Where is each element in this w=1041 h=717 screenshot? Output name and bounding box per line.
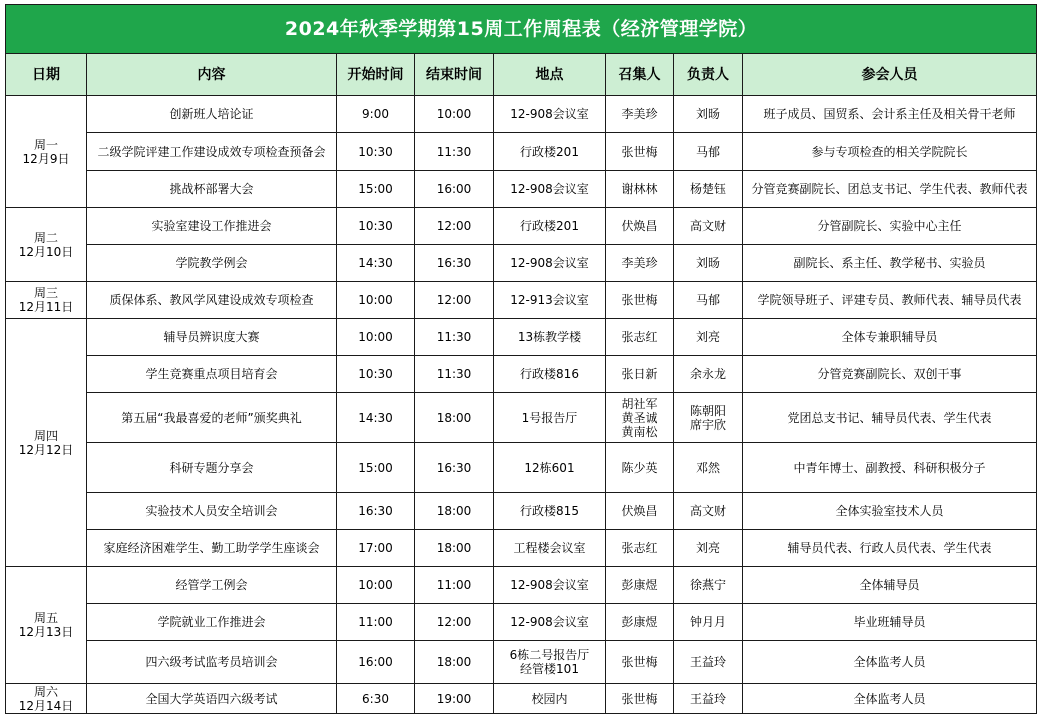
event-content-cell: 辅导员辨识度大赛 bbox=[87, 319, 337, 356]
convener-cell: 张世梅 bbox=[606, 684, 674, 714]
attendees-cell: 全体专兼职辅导员 bbox=[743, 319, 1037, 356]
end-time-cell: 11:30 bbox=[415, 133, 494, 171]
location-cell: 行政楼201 bbox=[494, 133, 606, 171]
schedule-row bbox=[6, 133, 1037, 171]
end-time-cell: 12:00 bbox=[415, 282, 494, 319]
convener-cell: 陈少英 bbox=[606, 443, 674, 493]
attendees-cell: 党团总支书记、辅导员代表、学生代表 bbox=[743, 393, 1037, 443]
location-cell: 12栋601 bbox=[494, 443, 606, 493]
end-time-cell: 18:00 bbox=[415, 493, 494, 530]
convener-cell: 张志红 bbox=[606, 319, 674, 356]
location-cell: 1号报告厅 bbox=[494, 393, 606, 443]
event-content-cell: 经管学工例会 bbox=[87, 567, 337, 604]
event-content-cell: 二级学院评建工作建设成效专项检查预备会 bbox=[87, 133, 337, 171]
weekday-label: 周一 bbox=[33, 137, 58, 152]
leader-cell: 高文财 bbox=[674, 208, 743, 245]
start-time-cell: 11:00 bbox=[337, 604, 415, 641]
column-header-leader: 负责人 bbox=[674, 54, 743, 96]
attendees-cell: 分管竞赛副院长、双创干事 bbox=[743, 356, 1037, 393]
event-content-cell: 全国大学英语四六级考试 bbox=[87, 684, 337, 714]
leader-cell: 钟月月 bbox=[674, 604, 743, 641]
event-content-cell: 学生竞赛重点项目培育会 bbox=[87, 356, 337, 393]
convener-cell: 胡社军 黄圣诚 黄南松 bbox=[606, 393, 674, 443]
event-content-cell: 学院教学例会 bbox=[87, 245, 337, 282]
start-time-cell: 16:00 bbox=[337, 641, 415, 684]
event-content-cell: 学院就业工作推进会 bbox=[87, 604, 337, 641]
weekday-label: 周六 bbox=[33, 684, 58, 699]
schedule-row bbox=[6, 493, 1037, 530]
weekday-label: 周五 bbox=[33, 611, 58, 625]
start-time-cell: 17:00 bbox=[337, 530, 415, 567]
column-header-convener: 召集人 bbox=[606, 54, 674, 96]
schedule-row bbox=[6, 567, 1037, 604]
schedule-body bbox=[6, 96, 1037, 714]
start-time-cell: 16:30 bbox=[337, 493, 415, 530]
convener-cell: 张日新 bbox=[606, 356, 674, 393]
schedule-row bbox=[6, 96, 1037, 133]
start-time-cell: 10:30 bbox=[337, 208, 415, 245]
event-content-cell: 四六级考试监考员培训会 bbox=[87, 641, 337, 684]
column-header-end-time: 结束时间 bbox=[415, 54, 494, 96]
schedule-row bbox=[6, 393, 1037, 443]
convener-cell: 伏焕昌 bbox=[606, 493, 674, 530]
attendees-cell: 全体实验室技术人员 bbox=[743, 493, 1037, 530]
location-cell: 12-908会议室 bbox=[494, 96, 606, 133]
location-cell: 6栋二号报告厅 经管楼101 bbox=[494, 641, 606, 684]
leader-cell: 王益玲 bbox=[674, 684, 743, 714]
leader-cell: 刘亮 bbox=[674, 319, 743, 356]
header-row bbox=[6, 54, 1037, 96]
leader-cell: 马郁 bbox=[674, 282, 743, 319]
weekday-label: 周三 bbox=[33, 286, 58, 300]
start-time-cell: 10:00 bbox=[337, 282, 415, 319]
convener-cell: 彭康煜 bbox=[606, 604, 674, 641]
event-content-cell: 科研专题分享会 bbox=[87, 443, 337, 493]
schedule-row bbox=[6, 245, 1037, 282]
date-cell bbox=[6, 567, 87, 684]
start-time-cell: 14:30 bbox=[337, 245, 415, 282]
start-time-cell: 15:00 bbox=[337, 443, 415, 493]
attendees-cell: 中青年博士、副教授、科研积极分子 bbox=[743, 443, 1037, 493]
event-content-cell: 创新班人培论证 bbox=[87, 96, 337, 133]
leader-cell: 刘旸 bbox=[674, 245, 743, 282]
attendees-cell: 毕业班辅导员 bbox=[743, 604, 1037, 641]
date-cell bbox=[6, 96, 87, 208]
start-time-cell: 10:00 bbox=[337, 319, 415, 356]
date-cell bbox=[6, 684, 87, 714]
event-content-cell: 实验技术人员安全培训会 bbox=[87, 493, 337, 530]
schedule-row bbox=[6, 443, 1037, 493]
end-time-cell: 10:00 bbox=[415, 96, 494, 133]
attendees-cell: 全体监考人员 bbox=[743, 641, 1037, 684]
column-header-attendees: 参会人员 bbox=[743, 54, 1037, 96]
attendees-cell: 参与专项检查的相关学院院长 bbox=[743, 133, 1037, 171]
schedule-row bbox=[6, 604, 1037, 641]
attendees-cell: 全体监考人员 bbox=[743, 684, 1037, 714]
attendees-cell: 全体辅导员 bbox=[743, 567, 1037, 604]
attendees-cell: 副院长、系主任、教学秘书、实验员 bbox=[743, 245, 1037, 282]
end-time-cell: 18:00 bbox=[415, 641, 494, 684]
location-cell: 12-913会议室 bbox=[494, 282, 606, 319]
end-time-cell: 16:00 bbox=[415, 171, 494, 208]
attendees-cell: 分管竞赛副院长、团总支书记、学生代表、教师代表 bbox=[743, 171, 1037, 208]
date-label: 12月12日 bbox=[18, 442, 74, 457]
end-time-cell: 16:30 bbox=[415, 443, 494, 493]
schedule-row bbox=[6, 641, 1037, 684]
start-time-cell: 10:30 bbox=[337, 356, 415, 393]
end-time-cell: 11:30 bbox=[415, 356, 494, 393]
column-header-date: 日期 bbox=[6, 54, 87, 96]
leader-cell: 王益玲 bbox=[674, 641, 743, 684]
leader-cell: 刘亮 bbox=[674, 530, 743, 567]
start-time-cell: 14:30 bbox=[337, 393, 415, 443]
start-time-cell: 15:00 bbox=[337, 171, 415, 208]
location-cell: 校园内 bbox=[494, 684, 606, 714]
location-cell: 行政楼815 bbox=[494, 493, 606, 530]
attendees-cell: 班子成员、国贸系、会计系主任及相关骨干老师 bbox=[743, 96, 1037, 133]
event-content-cell: 家庭经济困难学生、勤工助学学生座谈会 bbox=[87, 530, 337, 567]
leader-cell: 杨楚钰 bbox=[674, 171, 743, 208]
date-label: 12月14日 bbox=[18, 698, 74, 713]
location-cell: 行政楼201 bbox=[494, 208, 606, 245]
page-title: 2024年秋季学期第15周工作周程表（经济管理学院） bbox=[6, 5, 1037, 54]
attendees-cell: 辅导员代表、行政人员代表、学生代表 bbox=[743, 530, 1037, 567]
convener-cell: 李美珍 bbox=[606, 96, 674, 133]
schedule-row bbox=[6, 530, 1037, 567]
date-label: 12月13日 bbox=[18, 625, 74, 639]
attendees-cell: 分管副院长、实验中心主任 bbox=[743, 208, 1037, 245]
convener-cell: 张志红 bbox=[606, 530, 674, 567]
location-cell: 12-908会议室 bbox=[494, 245, 606, 282]
schedule-table bbox=[5, 4, 1037, 714]
convener-cell: 彭康煜 bbox=[606, 567, 674, 604]
date-label: 12月10日 bbox=[18, 244, 74, 259]
convener-cell: 李美珍 bbox=[606, 245, 674, 282]
location-cell: 行政楼816 bbox=[494, 356, 606, 393]
end-time-cell: 11:30 bbox=[415, 319, 494, 356]
event-content-cell: 挑战杯部署大会 bbox=[87, 171, 337, 208]
start-time-cell: 10:00 bbox=[337, 567, 415, 604]
weekday-label: 周四 bbox=[33, 428, 58, 443]
schedule-row bbox=[6, 319, 1037, 356]
start-time-cell: 9:00 bbox=[337, 96, 415, 133]
end-time-cell: 11:00 bbox=[415, 567, 494, 604]
convener-cell: 伏焕昌 bbox=[606, 208, 674, 245]
schedule-row bbox=[6, 282, 1037, 319]
leader-cell: 刘旸 bbox=[674, 96, 743, 133]
event-content-cell: 实验室建设工作推进会 bbox=[87, 208, 337, 245]
convener-cell: 谢林林 bbox=[606, 171, 674, 208]
date-cell bbox=[6, 282, 87, 319]
convener-cell: 张世梅 bbox=[606, 641, 674, 684]
end-time-cell: 12:00 bbox=[415, 604, 494, 641]
start-time-cell: 10:30 bbox=[337, 133, 415, 171]
date-label: 12月9日 bbox=[22, 151, 70, 166]
end-time-cell: 19:00 bbox=[415, 684, 494, 714]
leader-cell: 徐燕宁 bbox=[674, 567, 743, 604]
column-header-content: 内容 bbox=[87, 54, 337, 96]
end-time-cell: 16:30 bbox=[415, 245, 494, 282]
event-content-cell: 质保体系、教风学风建设成效专项检查 bbox=[87, 282, 337, 319]
end-time-cell: 18:00 bbox=[415, 530, 494, 567]
leader-cell: 余永龙 bbox=[674, 356, 743, 393]
leader-cell: 高文财 bbox=[674, 493, 743, 530]
date-label: 12月11日 bbox=[18, 300, 74, 314]
schedule-row bbox=[6, 208, 1037, 245]
convener-cell: 张世梅 bbox=[606, 133, 674, 171]
location-cell: 12-908会议室 bbox=[494, 567, 606, 604]
convener-cell: 张世梅 bbox=[606, 282, 674, 319]
column-header-location: 地点 bbox=[494, 54, 606, 96]
end-time-cell: 18:00 bbox=[415, 393, 494, 443]
start-time-cell: 6:30 bbox=[337, 684, 415, 714]
attendees-cell: 学院领导班子、评建专员、教师代表、辅导员代表 bbox=[743, 282, 1037, 319]
end-time-cell: 12:00 bbox=[415, 208, 494, 245]
date-cell bbox=[6, 319, 87, 567]
schedule-row bbox=[6, 356, 1037, 393]
schedule-row bbox=[6, 684, 1037, 714]
leader-cell: 马郁 bbox=[674, 133, 743, 171]
event-content-cell: 第五届“我最喜爱的老师”颁奖典礼 bbox=[87, 393, 337, 443]
location-cell: 12-908会议室 bbox=[494, 171, 606, 208]
location-cell: 13栋教学楼 bbox=[494, 319, 606, 356]
leader-cell: 邓然 bbox=[674, 443, 743, 493]
weekday-label: 周二 bbox=[33, 230, 58, 245]
date-cell bbox=[6, 208, 87, 282]
column-header-start-time: 开始时间 bbox=[337, 54, 415, 96]
title-row bbox=[6, 5, 1037, 54]
location-cell: 工程楼会议室 bbox=[494, 530, 606, 567]
leader-cell: 陈朝阳 席宇欣 bbox=[674, 393, 743, 443]
schedule-row bbox=[6, 171, 1037, 208]
location-cell: 12-908会议室 bbox=[494, 604, 606, 641]
